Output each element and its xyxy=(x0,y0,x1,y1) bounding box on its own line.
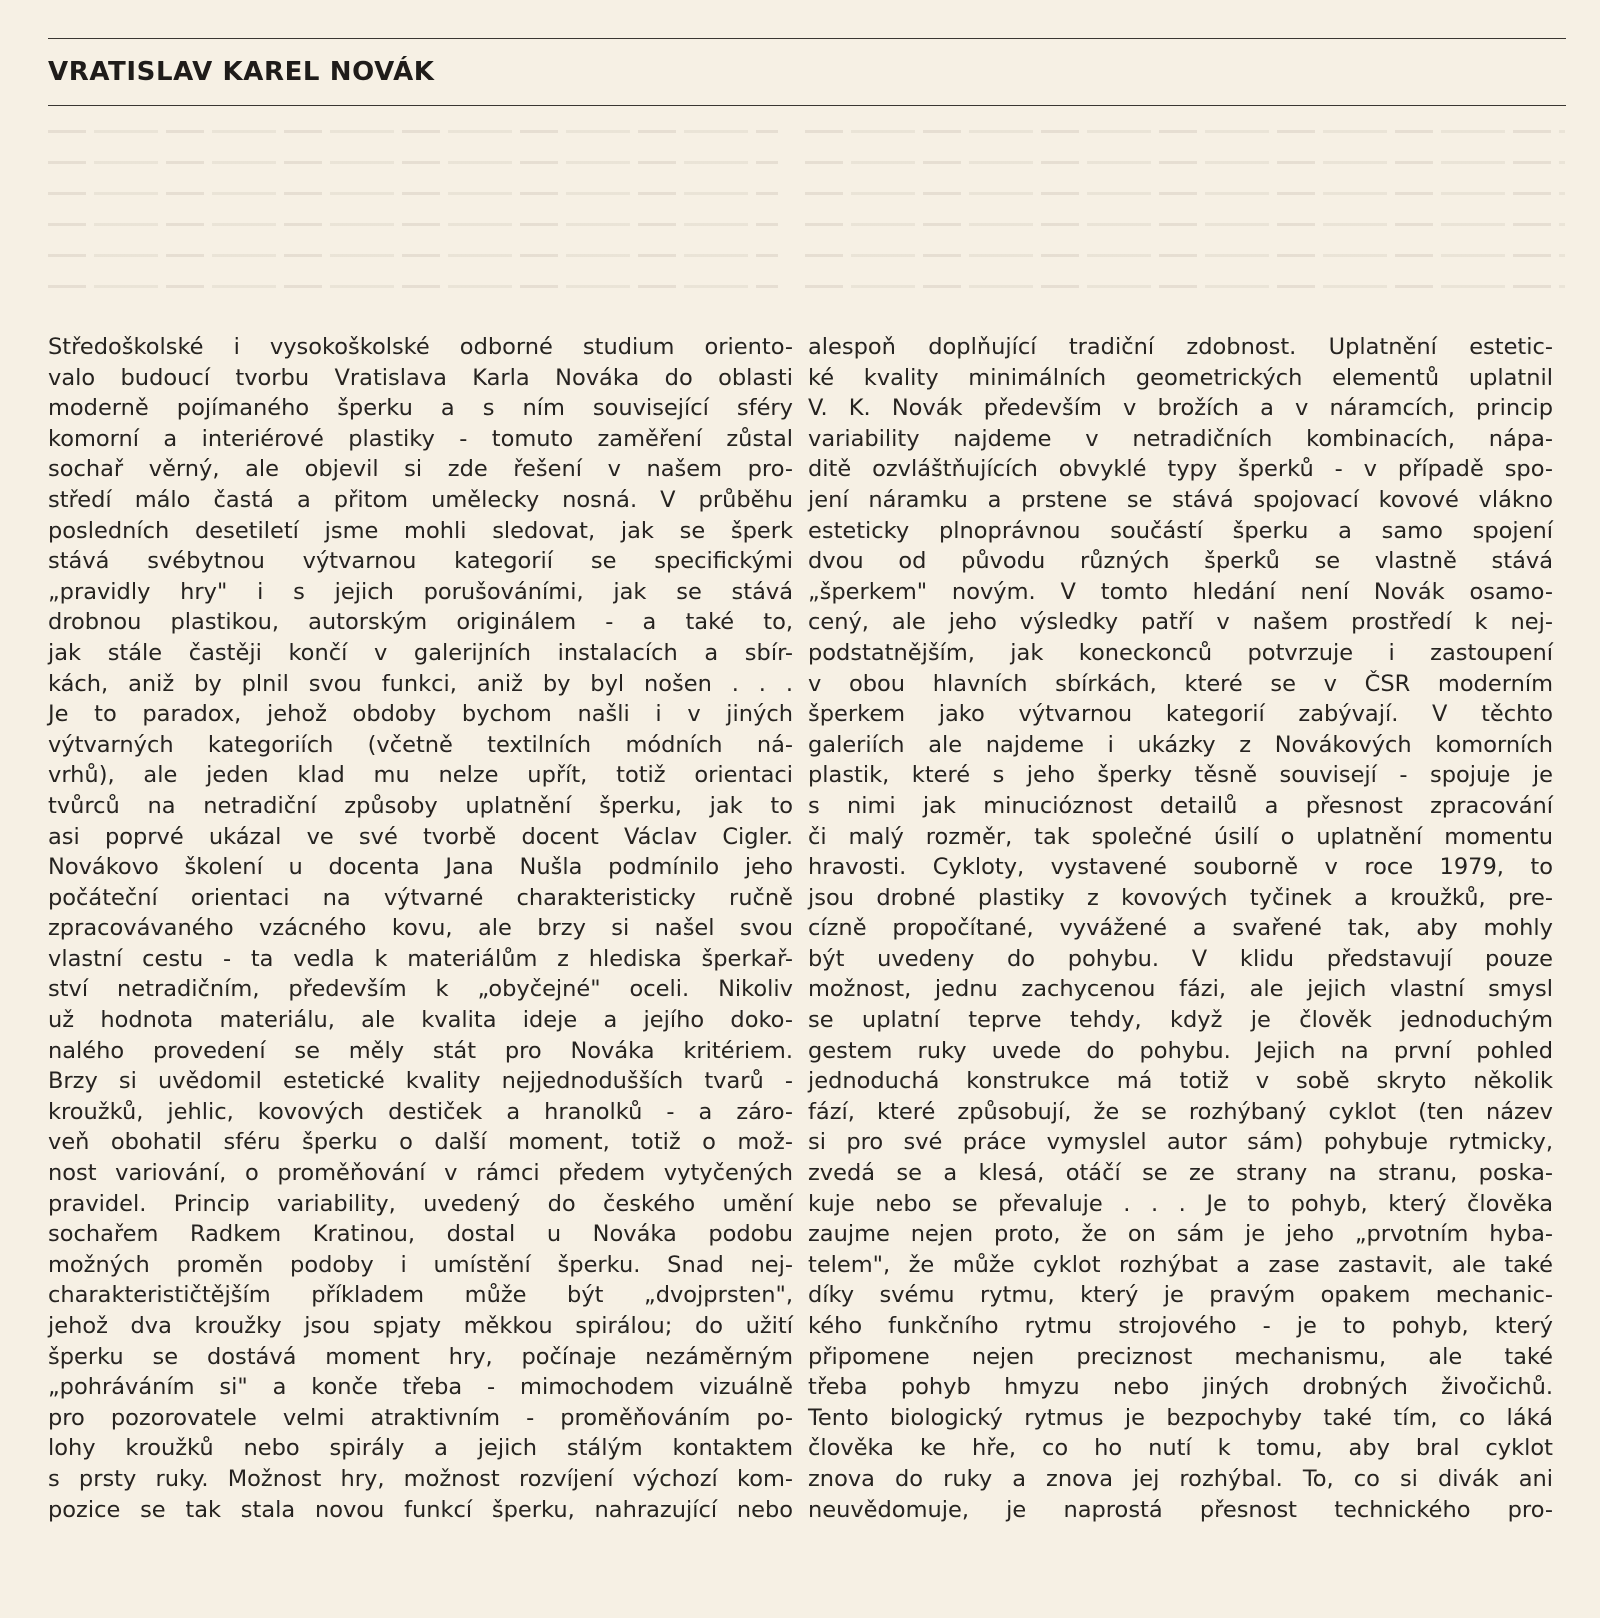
text-line: se uplatní teprve tehdy, když je člověk jednoduchým xyxy=(808,1007,1553,1034)
text-line: sochař věrný, ale objevil si zde řešení v našem pro- xyxy=(48,456,793,483)
text-line: či malý rozměr, tak společné úsilí o uplatnění momentu xyxy=(808,823,1553,850)
text-line: tvůrců na netradiční způsoby uplatnění šperku, jak to xyxy=(48,792,793,819)
text-line: připomene nejen preciznost mechanismu, ale také xyxy=(808,1343,1553,1370)
text-line: jak stále častěji končí v galerijních instalacích a sbír- xyxy=(48,639,793,666)
text-line: zvedá se a klesá, otáčí se ze strany na stranu, poska- xyxy=(808,1160,1553,1187)
text-line: už hodnota materiálu, ale kvalita ideje a jejího doko- xyxy=(48,1007,793,1034)
text-line: Tento biologický rytmus je bezpochyby také tím, co láká xyxy=(808,1404,1553,1431)
text-line: možných proměn podoby i umístění šperku. Snad nej- xyxy=(48,1251,793,1278)
text-line: gestem ruky uvede do pohybu. Jejich na první pohled xyxy=(808,1037,1553,1064)
text-line: V. K. Novák především v brožích a v náramcích, princip xyxy=(808,395,1553,422)
text-line: výtvarných kategoriích (včetně textilních módních ná- xyxy=(48,731,793,758)
text-line: „pohráváním si" a konče třeba - mimochodem vizuálně xyxy=(48,1374,793,1401)
text-line: s nimi jak minucióznost detailů a přesnost zpracování xyxy=(808,792,1553,819)
text-line: si pro své práce vymyslel autor sám) pohybuje rytmicky, xyxy=(808,1129,1553,1156)
text-line: nalého provedení se měly stát pro Nováka kritériem. xyxy=(48,1037,793,1064)
text-line: středí málo častá a přitom umělecky nosná. V průběhu xyxy=(48,486,793,513)
text-line: Je to paradox, jehož obdoby bychom našli i v jiných xyxy=(48,701,793,728)
text-line: být uvedeny do pohybu. V klidu představují pouze xyxy=(808,945,1553,972)
text-line: třeba pohyb hmyzu nebo jiných drobných živočichů. xyxy=(808,1374,1553,1401)
text-line: kách, aniž by plnil svou funkci, aniž by byl nošen . . . xyxy=(48,670,793,697)
text-line: plastik, které s jeho šperky těsně souvisejí - spojuje je xyxy=(808,762,1553,789)
text-line: cený, ale jeho výsledky patří v našem prostředí k nej- xyxy=(808,609,1553,636)
text-line: šperkem jako výtvarnou kategorií zabývají. V těchto xyxy=(808,701,1553,728)
text-line: hravosti. Cykloty, vystavené souborně v roce 1979, to xyxy=(808,854,1553,881)
author-heading: VRATISLAV KAREL NOVÁK xyxy=(48,57,435,87)
text-line: variability najdeme v netradičních kombinacích, nápa- xyxy=(808,425,1553,452)
text-line: možnost, jednu zachycenou fázi, ale jejich vlastní smysl xyxy=(808,976,1553,1003)
text-line: Novákovo školení u docenta Jana Nušla podmínilo jeho xyxy=(48,854,793,881)
text-column-right xyxy=(808,332,1553,1525)
text-line: kuje nebo se převaluje . . . Je to pohyb, který člověka xyxy=(808,1190,1553,1217)
text-line: alespoň doplňující tradiční zdobnost. Uplatnění estetic- xyxy=(808,334,1553,360)
text-line: neuvědomuje, je naprostá přesnost technického pro- xyxy=(808,1496,1553,1523)
text-line: dvou od původu různých šperků se vlastně stává xyxy=(808,548,1553,575)
text-line: fází, které způsobují, že se rozhýbaný cyklot (ten název xyxy=(808,1098,1553,1125)
text-line: sochařem Radkem Kratinou, dostal u Nováka podobu xyxy=(48,1221,793,1248)
text-line: jednoduchá konstrukce má totiž v sobě skryto několik xyxy=(808,1068,1553,1095)
text-line: cízně propočítané, vyvážené a svařené tak, aby mohly xyxy=(808,915,1553,942)
text-line: zpracovávaného vzácného kovu, ale brzy si našel svou xyxy=(48,915,793,942)
text-line: charakterističtějším příkladem může být „dvojprsten", xyxy=(48,1282,793,1309)
text-line: nost variování, o proměňování v rámci předem vytyčených xyxy=(48,1160,793,1187)
text-line: esteticky plnoprávnou součástí šperku a samo spojení xyxy=(808,517,1553,544)
text-line: jsou drobné plastiky z kovových tyčinek a kroužků, pre- xyxy=(808,884,1553,911)
text-line: jehož dva kroužky jsou spjaty měkkou spirálou; do užití xyxy=(48,1313,793,1339)
text-line: veň obohatil sféru šperku o další moment, totiž o mož- xyxy=(48,1129,793,1156)
header-bottom-rule xyxy=(48,105,1566,106)
header-top-rule xyxy=(48,38,1566,39)
text-line: „šperkem" novým. V tomto hledání není Novák osamo- xyxy=(808,578,1553,605)
text-line: telem", že může cyklot rozhýbat a zase zastavit, ale také xyxy=(808,1251,1553,1278)
text-line: valo budoucí tvorbu Vratislava Karla Nováka do oblasti xyxy=(48,364,793,391)
text-line: pravidel. Princip variability, uvedený do českého umění xyxy=(48,1190,793,1217)
text-line: jení náramku a prstene se stává spojovací kovové vlákno xyxy=(808,486,1553,513)
show-through-left xyxy=(48,116,778,316)
text-line: v obou hlavních sbírkách, které se v ČSR moderním xyxy=(808,670,1553,697)
text-line: galeriích ale najdeme i ukázky z Novákových komorních xyxy=(808,731,1553,758)
text-line: lohy kroužků nebo spirály a jejich stálým kontaktem xyxy=(48,1435,793,1462)
text-line: moderně pojímaného šperku a s ním související sféry xyxy=(48,395,793,422)
text-line: počáteční orientaci na výtvarné charakteristicky ručně xyxy=(48,884,793,911)
text-line: člověka ke hře, co ho nutí k tomu, aby bral cyklot xyxy=(808,1435,1553,1462)
text-line: kroužků, jehlic, kovových destiček a hranolků - a záro- xyxy=(48,1098,793,1125)
text-line: Středoškolské i vysokoškolské odborné studium oriento- xyxy=(48,334,793,360)
text-line: drobnou plastikou, autorským originálem - a také to, xyxy=(48,609,793,636)
text-line: znova do ruky a znova jej rozhýbal. To, co si divák ani xyxy=(808,1465,1553,1492)
text-line: ství netradičním, především k „obyčejné" oceli. Nikoliv xyxy=(48,976,793,1003)
text-line: Brzy si uvědomil estetické kvality nejjednodušších tvarů - xyxy=(48,1068,793,1095)
text-line: zaujme nejen proto, že on sám je jeho „prvotním hyba- xyxy=(808,1221,1553,1248)
text-line: komorní a interiérové plastiky - tomuto zaměření zůstal xyxy=(48,425,793,452)
text-line: pro pozorovatele velmi atraktivním - proměňováním po- xyxy=(48,1404,793,1431)
text-line: stává svébytnou výtvarnou kategorií se specifickými xyxy=(48,548,793,575)
text-line: podstatnějším, jak koneckonců potvrzuje i zastoupení xyxy=(808,639,1553,666)
text-line: šperku se dostává moment hry, počínaje nezáměrným xyxy=(48,1343,793,1370)
text-column-left xyxy=(48,332,793,1525)
text-line: s prsty ruky. Možnost hry, možnost rozvíjení výchozí kom- xyxy=(48,1465,793,1492)
text-line: pozice se tak stala novou funkcí šperku, nahrazující nebo xyxy=(48,1496,793,1523)
text-line: kého funkčního rytmu strojového - je to pohyb, který xyxy=(808,1313,1553,1339)
text-line: posledních desetiletí jsme mohli sledovat, jak se šperk xyxy=(48,517,793,544)
text-line: asi poprvé ukázal ve své tvorbě docent Václav Cigler. xyxy=(48,823,793,850)
text-line: ditě ozvláštňujících obvyklé typy šperků - v případě spo- xyxy=(808,456,1553,483)
text-line: vrhů), ale jeden klad mu nelze upřít, totiž orientaci xyxy=(48,762,793,789)
text-line: ké kvality minimálních geometrických elementů uplatnil xyxy=(808,364,1553,391)
text-line: díky svému rytmu, který je pravým opakem mechanic- xyxy=(808,1282,1553,1309)
text-line: „pravidly hry" i s jejich porušováními, jak se stává xyxy=(48,578,793,605)
show-through-right xyxy=(805,116,1565,316)
text-line: vlastní cestu - ta vedla k materiálům z hlediska šperkař- xyxy=(48,945,793,972)
